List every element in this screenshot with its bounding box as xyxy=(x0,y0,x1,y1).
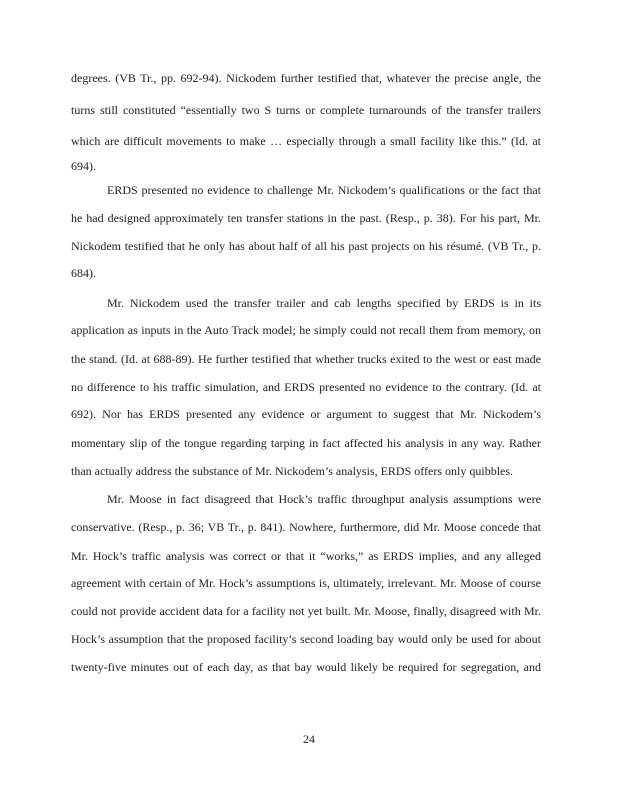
text-line: momentary slip of the tongue regarding tarping in fact affected his analysis in any way. Rather xyxy=(71,436,541,450)
paragraph-first-line: ERDS presented no evidence to challenge Mr. Nickodem’s qualifications or the fact that xyxy=(107,183,541,197)
text-line: no difference to his traffic simulation, and ERDS presented no evidence to the contrary. (Id. at xyxy=(71,380,541,394)
text-line: could not provide accident data for a facility not yet built. Mr. Moose, finally, disagreed with Mr. xyxy=(71,604,541,618)
text-line: than actually address the substance of Mr. Nickodem’s analysis, ERDS offers only quibbles. xyxy=(71,464,514,478)
text-line: which are difficult movements to make … especially through a small facility like this.” (Id. at xyxy=(71,134,541,148)
text-line: 684). xyxy=(71,266,96,280)
page-number: 24 xyxy=(303,732,315,746)
text-line: 694). xyxy=(71,159,96,173)
text-line: conservative. (Resp., p. 36; VB Tr., p. 841). Nowhere, furthermore, did Mr. Moose concede that xyxy=(71,520,541,534)
text-line: the stand. (Id. at 688-89). He further testified that whether trucks exited to the west or east made xyxy=(71,352,541,366)
text-line: turns still constituted “essentially two S turns or complete turnarounds of the transfer trailers xyxy=(71,103,541,117)
text-line: agreement with certain of Mr. Hock’s assumptions is, ultimately, irrelevant. Mr. Moose of course xyxy=(71,576,541,590)
text-line: he had designed approximately ten transfer stations in the past. (Resp., p. 38). For his part, Mr. xyxy=(71,211,541,225)
text-line: twenty-five minutes out of each day, as that bay would likely be required for segregation, and xyxy=(71,660,541,674)
text-line: Nickodem testified that he only has about half of all his past projects on his résumé. (VB Tr., p. xyxy=(71,239,541,253)
text-line: application as inputs in the Auto Track model; he simply could not recall them from memory, on xyxy=(71,323,541,337)
paragraph-first-line: Mr. Nickodem used the transfer trailer and cab lengths specified by ERDS is in its xyxy=(107,296,541,310)
text-line: degrees. (VB Tr., pp. 692-94). Nickodem further testified that, whatever the precise angle, the xyxy=(71,71,541,85)
text-line: 692). Nor has ERDS presented any evidence or argument to suggest that Mr. Nickodem’s xyxy=(71,407,541,421)
paragraph-first-line: Mr. Moose in fact disagreed that Hock’s traffic throughput analysis assumptions were xyxy=(107,492,541,506)
text-line: Hock’s assumption that the proposed facility’s second loading bay would only be used for about xyxy=(71,632,541,646)
text-line: Mr. Hock’s traffic analysis was correct or that it “works,” as ERDS implies, and any alleged xyxy=(71,549,541,563)
